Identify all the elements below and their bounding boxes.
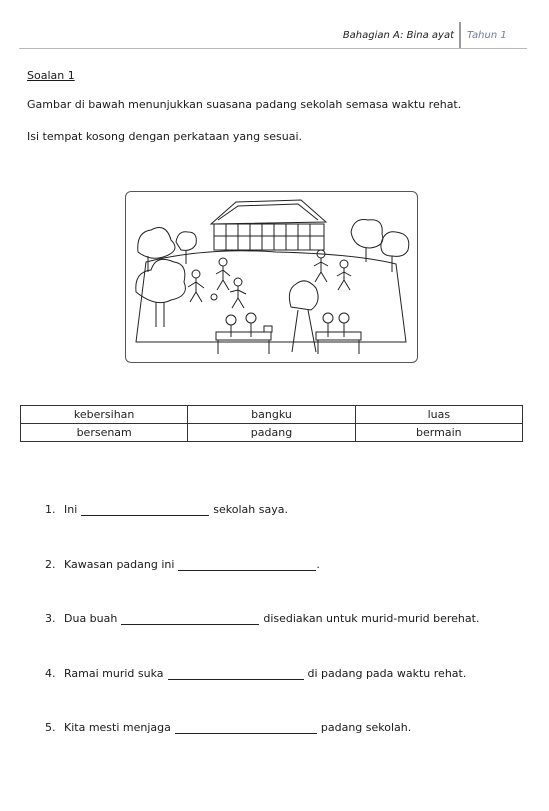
sentence-5	[45, 721, 411, 734]
header-rule	[19, 48, 527, 49]
header-section-label: Bahagian A: Bina ayat	[342, 30, 454, 41]
question-instruction-2: Isi tempat kosong dengan perkataan yang sesuai.	[27, 130, 303, 143]
question-instruction-1: Gambar di bawah menunjukkan suasana padang sekolah semasa waktu rehat.	[27, 98, 462, 111]
sentence-number: 1.	[45, 503, 56, 516]
sentence-text-after: sekolah saya.	[213, 503, 288, 516]
sentence-text-after: .	[316, 558, 320, 571]
school-field-illustration	[125, 191, 418, 363]
answer-blank[interactable]	[175, 723, 317, 734]
question-title: Soalan 1	[27, 69, 75, 82]
sentence-2	[45, 558, 320, 571]
word-bank-cell: luas	[355, 406, 522, 424]
word-bank-cell: bangku	[188, 406, 355, 424]
sentence-text-after: di padang pada waktu rehat.	[307, 667, 467, 680]
sentence-text-after: disediakan untuk murid-murid berehat.	[263, 612, 480, 625]
answer-blank[interactable]	[121, 614, 259, 625]
sentence-text-after: padang sekolah.	[320, 721, 412, 734]
sentence-text-before: Dua buah	[64, 612, 118, 625]
header-year-label: Tahun 1	[467, 30, 507, 41]
sentence-1	[45, 503, 288, 516]
sentence-3	[45, 612, 479, 625]
sentence-text-before: Ramai murid suka	[64, 667, 164, 680]
word-bank-cell: kebersihan	[21, 406, 188, 424]
sentence-4	[45, 667, 466, 680]
word-bank-cell: padang	[188, 424, 355, 442]
answer-blank[interactable]	[81, 505, 209, 516]
sentence-text-before: Kawasan padang ini	[64, 558, 175, 571]
answer-blank[interactable]	[168, 669, 304, 680]
header-divider	[459, 22, 461, 49]
sentence-number: 4.	[45, 667, 56, 680]
word-bank-cell: bermain	[355, 424, 522, 442]
sentence-text-before: Kita mesti menjaga	[64, 721, 171, 734]
sentence-number: 3.	[45, 612, 56, 625]
word-bank-row	[21, 406, 523, 424]
sentence-text-before: Ini	[64, 503, 78, 516]
word-bank-row	[21, 424, 523, 442]
sentence-number: 2.	[45, 558, 56, 571]
word-bank-cell: bersenam	[21, 424, 188, 442]
sentence-number: 5.	[45, 721, 56, 734]
word-bank-table	[20, 405, 523, 442]
school-field-drawing	[126, 192, 418, 363]
answer-blank[interactable]	[178, 560, 316, 571]
